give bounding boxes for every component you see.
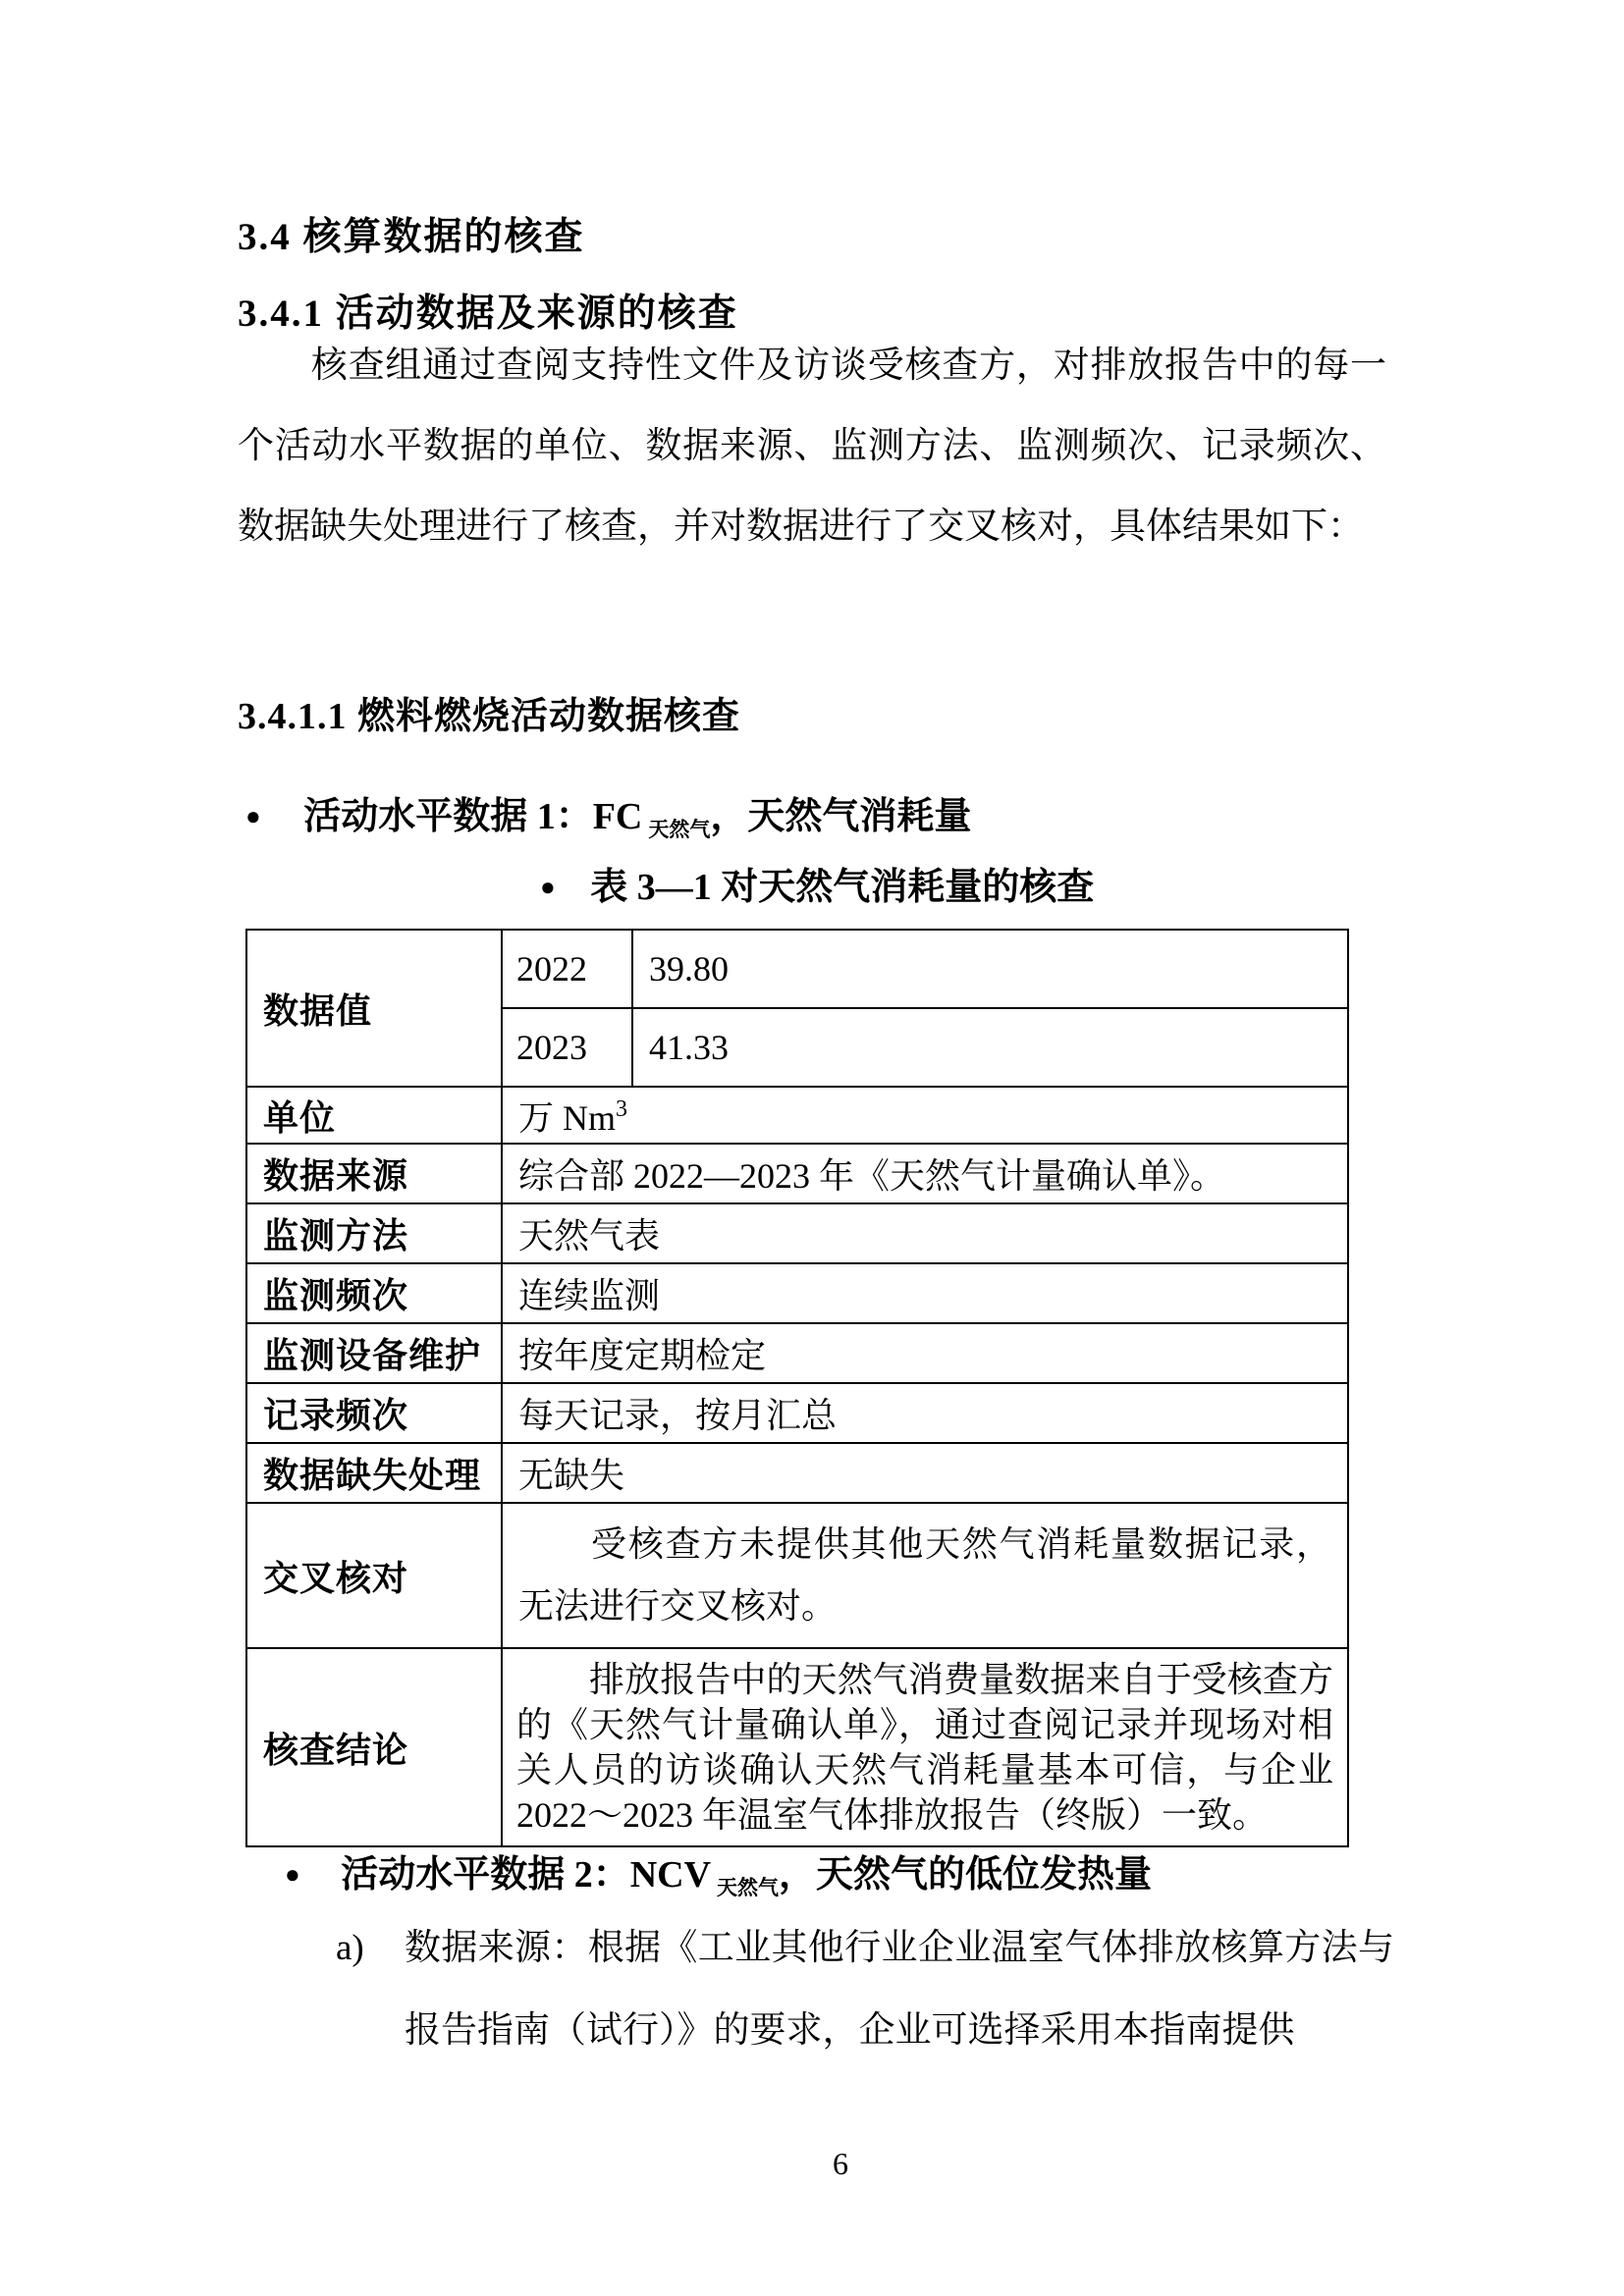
intro-paragraph bbox=[238, 326, 1386, 567]
cross-check-text: 受核查方未提供其他天然气消耗量数据记录，无法进行交叉核对。 bbox=[518, 1524, 1331, 1626]
year-cell: 2023 bbox=[502, 1008, 632, 1087]
data-value-label-cell: 数据值 bbox=[246, 930, 502, 1087]
heading-3-4-1: 3.4.1 活动数据及来源的核查 bbox=[238, 293, 738, 335]
activity-data-2-suffix: ，天然气的低位发热量 bbox=[779, 1854, 1153, 1896]
row-value-cell: 无缺失 bbox=[502, 1443, 1348, 1503]
row-value-cell: 综合部 2022—2023 年《天然气计量确认单》。 bbox=[502, 1144, 1348, 1203]
unit-label-cell: 单位 bbox=[246, 1087, 502, 1144]
row-value-cell: 每天记录，按月汇总 bbox=[502, 1383, 1348, 1443]
cross-check-label-cell: 交叉核对 bbox=[246, 1503, 502, 1648]
table-row bbox=[246, 1144, 1348, 1203]
row-label-cell: 监测频次 bbox=[246, 1263, 502, 1323]
activity-data-2-label: 活动水平数据 2：NCV bbox=[341, 1854, 712, 1896]
table-row bbox=[246, 1087, 1348, 1144]
activity-data-2-line bbox=[285, 1843, 1152, 1901]
unit-value-cell bbox=[502, 1087, 1348, 1144]
heading-3-4-1-1: 3.4.1.1 燃料燃烧活动数据核查 bbox=[238, 696, 741, 737]
row-value-cell: 按年度定期检定 bbox=[502, 1323, 1348, 1383]
bullet-icon: ● bbox=[285, 1860, 300, 1889]
conclusion-text: 排放报告中的天然气消费量数据来自于受核查方的《天然气计量确认单》，通过查阅记录并现场对相关人员的访谈确认天然气消耗量基本可信，与企业 2022～2023 年温室气体排放报告（终版）一致。 bbox=[516, 1660, 1333, 1835]
intro-paragraph-text: 核查组通过查阅支持性文件及访谈受核查方，对排放报告中的每一个活动水平数据的单位、数据来源、监测方法、监测频次、记录频次、数据缺失处理进行了核查，并对数据进行了交叉核对，具体结果如下： bbox=[238, 346, 1386, 547]
row-label-cell: 数据来源 bbox=[246, 1144, 502, 1203]
row-label-cell: 数据缺失处理 bbox=[246, 1443, 502, 1503]
table-row bbox=[246, 1443, 1348, 1503]
bullet-icon: ● bbox=[245, 802, 261, 830]
cross-check-value-cell bbox=[502, 1503, 1348, 1648]
value-cell: 39.80 bbox=[632, 930, 1348, 1008]
activity-data-1-suffix: ，天然气消耗量 bbox=[710, 796, 972, 837]
table-row bbox=[246, 930, 1348, 1008]
table-row bbox=[246, 1383, 1348, 1443]
activity-data-2-subscript: 天然气 bbox=[717, 1876, 780, 1899]
row-label-cell: 监测方法 bbox=[246, 1203, 502, 1263]
verification-table bbox=[245, 929, 1349, 1847]
table-row bbox=[246, 1263, 1348, 1323]
row-label-cell: 监测设备维护 bbox=[246, 1323, 502, 1383]
table-row bbox=[246, 1648, 1348, 1846]
page-number: 6 bbox=[833, 2146, 848, 2181]
value-cell: 41.33 bbox=[632, 1008, 1348, 1087]
row-value-cell: 连续监测 bbox=[502, 1263, 1348, 1323]
bullet-icon: ● bbox=[540, 873, 556, 901]
activity-data-1-line bbox=[245, 785, 971, 843]
year-cell: 2022 bbox=[502, 930, 632, 1008]
table-row bbox=[246, 1323, 1348, 1383]
conclusion-value-cell bbox=[502, 1648, 1348, 1846]
unit-superscript: 3 bbox=[616, 1095, 628, 1122]
list-item-a bbox=[336, 1907, 1394, 2072]
table-row bbox=[246, 1203, 1348, 1263]
unit-value-text: 万 Nm bbox=[518, 1097, 617, 1138]
list-item-a-marker: a) bbox=[336, 1928, 364, 1968]
heading-3-4: 3.4 核算数据的核查 bbox=[238, 216, 585, 258]
list-item-a-text: 数据来源：根据《工业其他行业企业温室气体排放核算方法与报告指南（试行）》的要求，企业可选择采用本指南提供 bbox=[405, 1928, 1394, 2051]
row-value-cell: 天然气表 bbox=[502, 1203, 1348, 1263]
table-caption-text: 表 3—1 对天然气消耗量的核查 bbox=[590, 867, 1095, 908]
activity-data-1-subscript: 天然气 bbox=[648, 818, 711, 841]
conclusion-label-cell: 核查结论 bbox=[246, 1648, 502, 1846]
table-row bbox=[246, 1503, 1348, 1648]
table-caption bbox=[540, 856, 1094, 910]
activity-data-1-label: 活动水平数据 1：FC bbox=[303, 796, 643, 837]
row-label-cell: 记录频次 bbox=[246, 1383, 502, 1443]
